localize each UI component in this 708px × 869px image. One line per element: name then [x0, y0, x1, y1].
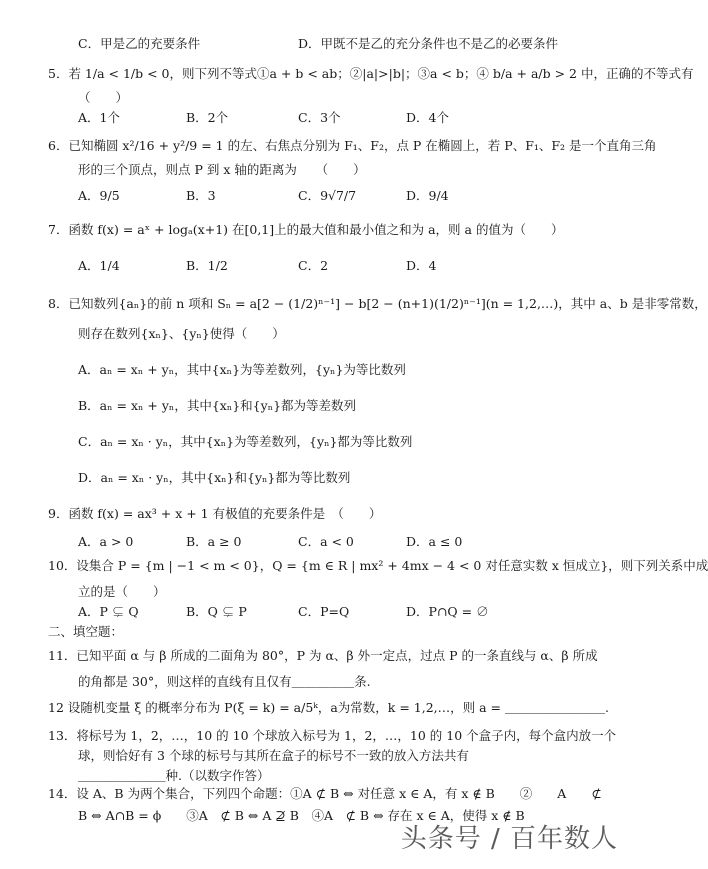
text-line-l05: A．1个 [78, 110, 120, 125]
text-line-l38: 11．已知平面 α 与 β 所成的二面角为 80°，P 为 α、β 外一定点，过点 P 的一条直线与 α、β 所成 [48, 648, 598, 663]
text-line-l12: B．3 [186, 188, 216, 203]
text-line-l40: 12 设随机变量 ξ 的概率分布为 P(ξ = k) = a/5ᵏ，a为常数，k = 1,2,…，则 a = ＿＿＿＿＿＿＿＿. [48, 700, 609, 715]
text-line-l26: 9．函数 f(x) = ax³ + x + 1 有极值的充要条件是 （ ） [48, 506, 382, 521]
text-line-l18: C．2 [298, 258, 329, 273]
text-line-l42: 球，则恰好有 3 个球的标号与其所在盒子的标号不一致的放入方法共有 [78, 748, 469, 763]
text-line-l43: ＿＿＿＿＿＿＿种.（以数字作答） [78, 768, 270, 783]
text-line-l36: D．P∩Q = ∅ [406, 604, 489, 619]
text-line-l24: C．aₙ = xₙ · yₙ，其中{xₙ}为等差数列，{yₙ}都为等比数列 [78, 434, 413, 449]
text-line-l16: A．1/4 [78, 258, 120, 273]
text-line-l22: A．aₙ = xₙ + yₙ，其中{xₙ}为等差数列，{yₙ}为等比数列 [78, 362, 406, 377]
text-line-l35: C．P=Q [298, 604, 350, 619]
text-line-l31: 10．设集合 P = {m | −1 < m < 0}，Q = {m ∈ R | mx² + 4mx − 4 < 0 对任意实数 x 恒成立}，则下列关系中成 [48, 558, 708, 573]
text-line-l39: 的角都是 30°，则这样的直线有且仅有＿＿＿＿＿条. [78, 674, 371, 689]
text-line-l32: 立的是（ ） [78, 584, 166, 599]
text-line-l17: B．1/2 [186, 258, 228, 273]
watermark: 头条号 / 百年数人 [400, 824, 618, 854]
text-line-l14: D．9/4 [406, 188, 449, 203]
text-line-l07: C．3个 [298, 110, 341, 125]
text-line-l04: （ ） [78, 90, 129, 105]
text-line-l30: D．a ≤ 0 [406, 534, 463, 549]
text-line-l03: 5．若 1/a < 1/b < 0，则下列不等式①a + b < ab；②|a|>|b|；③a < b；④ b/a + a/b > 2 中，正确的不等式有 [48, 66, 694, 81]
text-line-l28: B．a ≥ 0 [186, 534, 242, 549]
text-line-l27: A．a > 0 [78, 534, 134, 549]
text-line-l19: D．4 [406, 258, 437, 273]
text-line-l21: 则存在数列{xₙ}、{yₙ}使得（ ） [78, 326, 285, 341]
text-line-l33: A．P ⊊ Q [78, 604, 139, 619]
text-line-l10: 形的三个顶点，则点 P 到 x 轴的距离为 （ ） [78, 162, 366, 177]
text-line-l06: B．2个 [186, 110, 229, 125]
text-line-l20: 8．已知数列{aₙ}的前 n 项和 Sₙ = a[2 − (1/2)ⁿ⁻¹] − b[2 − (n+1)(1/2)ⁿ⁻¹](n = 1,2,…)，其中 a、b 是非零常数， [48, 296, 707, 311]
text-line-l23: B．aₙ = xₙ + yₙ，其中{xₙ}和{yₙ}都为等差数列 [78, 398, 357, 413]
text-line-l37: 二、填空题： [48, 624, 124, 639]
text-line-l45: B ⇔ A∩B = ϕ ③A ⊄ B ⇔ A ⊉ B ④A ⊄ B ⇔ 存在 x ∈ A，使得 x ∉ B [78, 808, 525, 823]
text-line-l15: 7．函数 f(x) = aˣ + logₐ(x+1) 在[0,1]上的最大值和最小值之和为 a，则 a 的值为（ ） [48, 222, 564, 237]
text-line-l08: D．4个 [406, 110, 449, 125]
text-line-l44: 14．设 A、B 为两个集合，下列四个命题：①A ⊄ B ⇔ 对任意 x ∈ A，有 x ∉ B ② A ⊄ [48, 786, 602, 801]
text-line-l11: A．9/5 [78, 188, 120, 203]
text-line-l25: D．aₙ = xₙ · yₙ，其中{xₙ}和{yₙ}都为等比数列 [78, 470, 351, 485]
text-line-l02: D．甲既不是乙的充分条件也不是乙的必要条件 [298, 36, 559, 51]
text-line-l09: 6．已知椭圆 x²/16 + y²/9 = 1 的左、右焦点分别为 F₁、F₂，点 P 在椭圆上，若 P、F₁、F₂ 是一个直角三角 [48, 138, 657, 153]
text-line-l01: C．甲是乙的充要条件 [78, 36, 201, 51]
text-line-l34: B．Q ⊊ P [186, 604, 247, 619]
text-line-l13: C．9√7/7 [298, 188, 357, 203]
text-line-l41: 13．将标号为 1，2，…，10 的 10 个球放入标号为 1，2，…，10 的 10 个盒子内，每个盒内放一个 [48, 728, 617, 743]
text-line-l29: C．a < 0 [298, 534, 354, 549]
